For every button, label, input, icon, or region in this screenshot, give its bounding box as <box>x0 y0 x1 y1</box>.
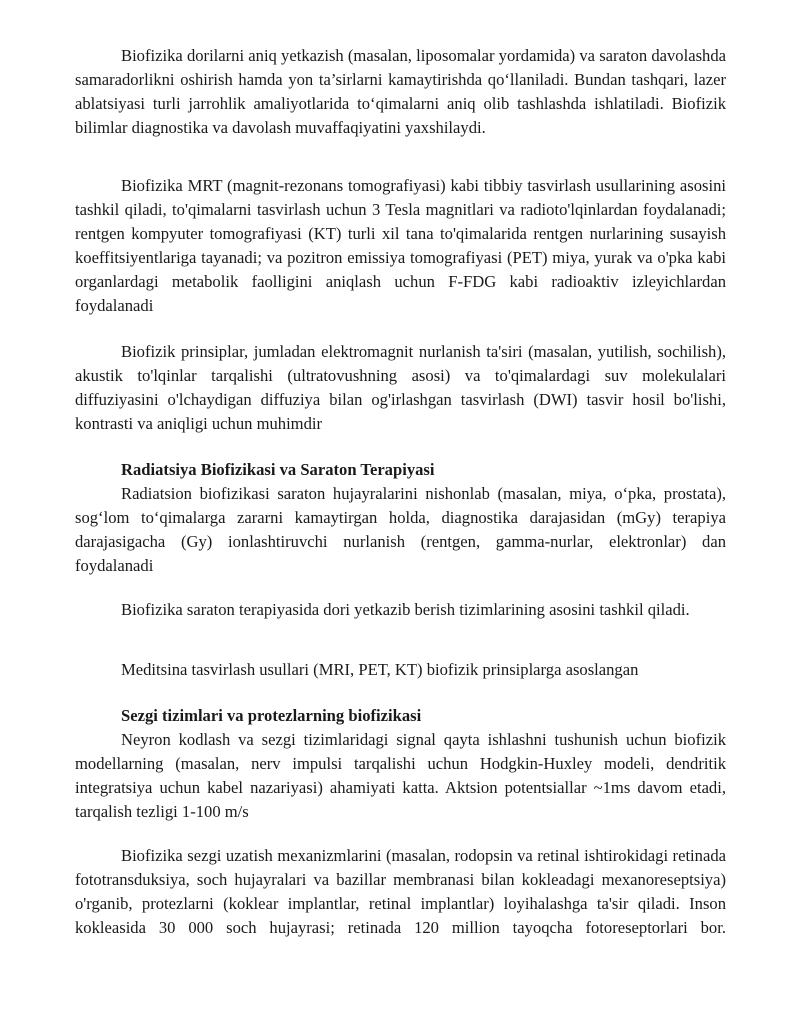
section-heading-sensory: Sezgi tizimlari va protezlarning biofizikasi <box>121 706 422 725</box>
spacer <box>75 824 726 844</box>
document-page <box>75 44 726 940</box>
spacer <box>75 622 726 658</box>
spacer <box>75 140 726 174</box>
paragraph-cancer-therapy: Biofizika saraton terapiyasida dori yetkazib berish tizimlarining asosini tashkil qiladi. <box>121 600 690 619</box>
paragraph-medical-imaging: Biofizika MRT (magnit-rezonans tomografiyasi) kabi tibbiy tasvirlash usullarining asosini tashkil qiladi, to'qimalarni tasvirlash uchun 3 Tesla magnitlari va radioto'lqinlardan foydalanadi; rentgen kompyuter tomografiyasi (KT) turli xil tana to'qimalarida rentgen nurlarining susayish koeffitsiyentlariga tayanadi; va pozitron emissiya tomografiyasi (PET) miya, yurak va o'pka kabi organlardagi metabolik faolligini aniqlash uchun F-FDG kabi radioaktiv izleyichlardan foydalanadi <box>75 176 726 315</box>
paragraph-radiation-biophysics: Radiatsion biofizikasi saraton hujayralarini nishonlab (masalan, miya, o‘pka, prostata), sog‘lom to‘qimalarga zararni kamaytirgan holda, diagnostika darajasidan (mGy) terapiya darajasigacha (Gy) ionlashtiruvchi nurlanish (rentgen, gamma-nurlar, elektronlar) dan foydalanadi <box>75 484 726 575</box>
paragraph-imaging-methods: Meditsina tasvirlash usullari (MRI, PET, KT) biofizik prinsiplarga asoslangan <box>121 660 639 679</box>
spacer <box>75 682 726 704</box>
spacer <box>75 318 726 340</box>
paragraph-biophysical-principles: Biofizik prinsiplar, jumladan elektromagnit nurlanish ta'siri (masalan, yutilish, sochilish), akustik to'lqinlar tarqalishi (ultratovushning asosi) va to'qimalardagi suv molekulalari diffuziyasini o'lchaydigan diffuziya bilan og'irlashgan tasvirlash (DWI) tasvir hosil bo'lishi, kontrasti va aniqligi uchun muhimdir <box>75 342 726 433</box>
spacer <box>75 578 726 598</box>
paragraph-drug-delivery: Biofizika dorilarni aniq yetkazish (masalan, liposomalar yordamida) va saraton davolashda samaradorlikni oshirish hamda yon ta’sirlarni kamaytirishda qo‘llaniladi. Bundan tashqari, lazer ablatsiyasi turli jarrohlik amaliyotlarida to‘qimalarni aniq olib tashlashda ishlatiladi. Biofizik bilimlar diagnostika va davolash muvaffaqiyatini yaxshilaydi. <box>75 46 726 137</box>
section-heading-radiation: Radiatsiya Biofizikasi va Saraton Terapiyasi <box>121 460 435 479</box>
spacer <box>75 436 726 458</box>
paragraph-neural-coding: Neyron kodlash va sezgi tizimlaridagi signal qayta ishlashni tushunish uchun biofizik modellarning (masalan, nerv impulsi tarqalishi uchun Hodgkin-Huxley modeli, dendritik integratsiya uchun kabel nazariyasi) ahamiyati katta. Aktsion potentsiallar ~1ms davom etadi, tarqalish tezligi 1-100 m/s <box>75 730 726 821</box>
paragraph-sensory-prosthetics: Biofizika sezgi uzatish mexanizmlarini (masalan, rodopsin va retinal ishtirokidagi retinada fototransduksiya, soch hujayralari va bazillar membranasi bilan kokleadagi mexanoreseptsiya) o'rganib, protezlarni (koklear implantlar, retinal implantlar) loyihalashga ta'sir qiladi. Inson kokleasida 30 000 soch hujayrasi; retinada 120 million tayoqcha fotoreseptorlari bor. <box>75 846 726 937</box>
